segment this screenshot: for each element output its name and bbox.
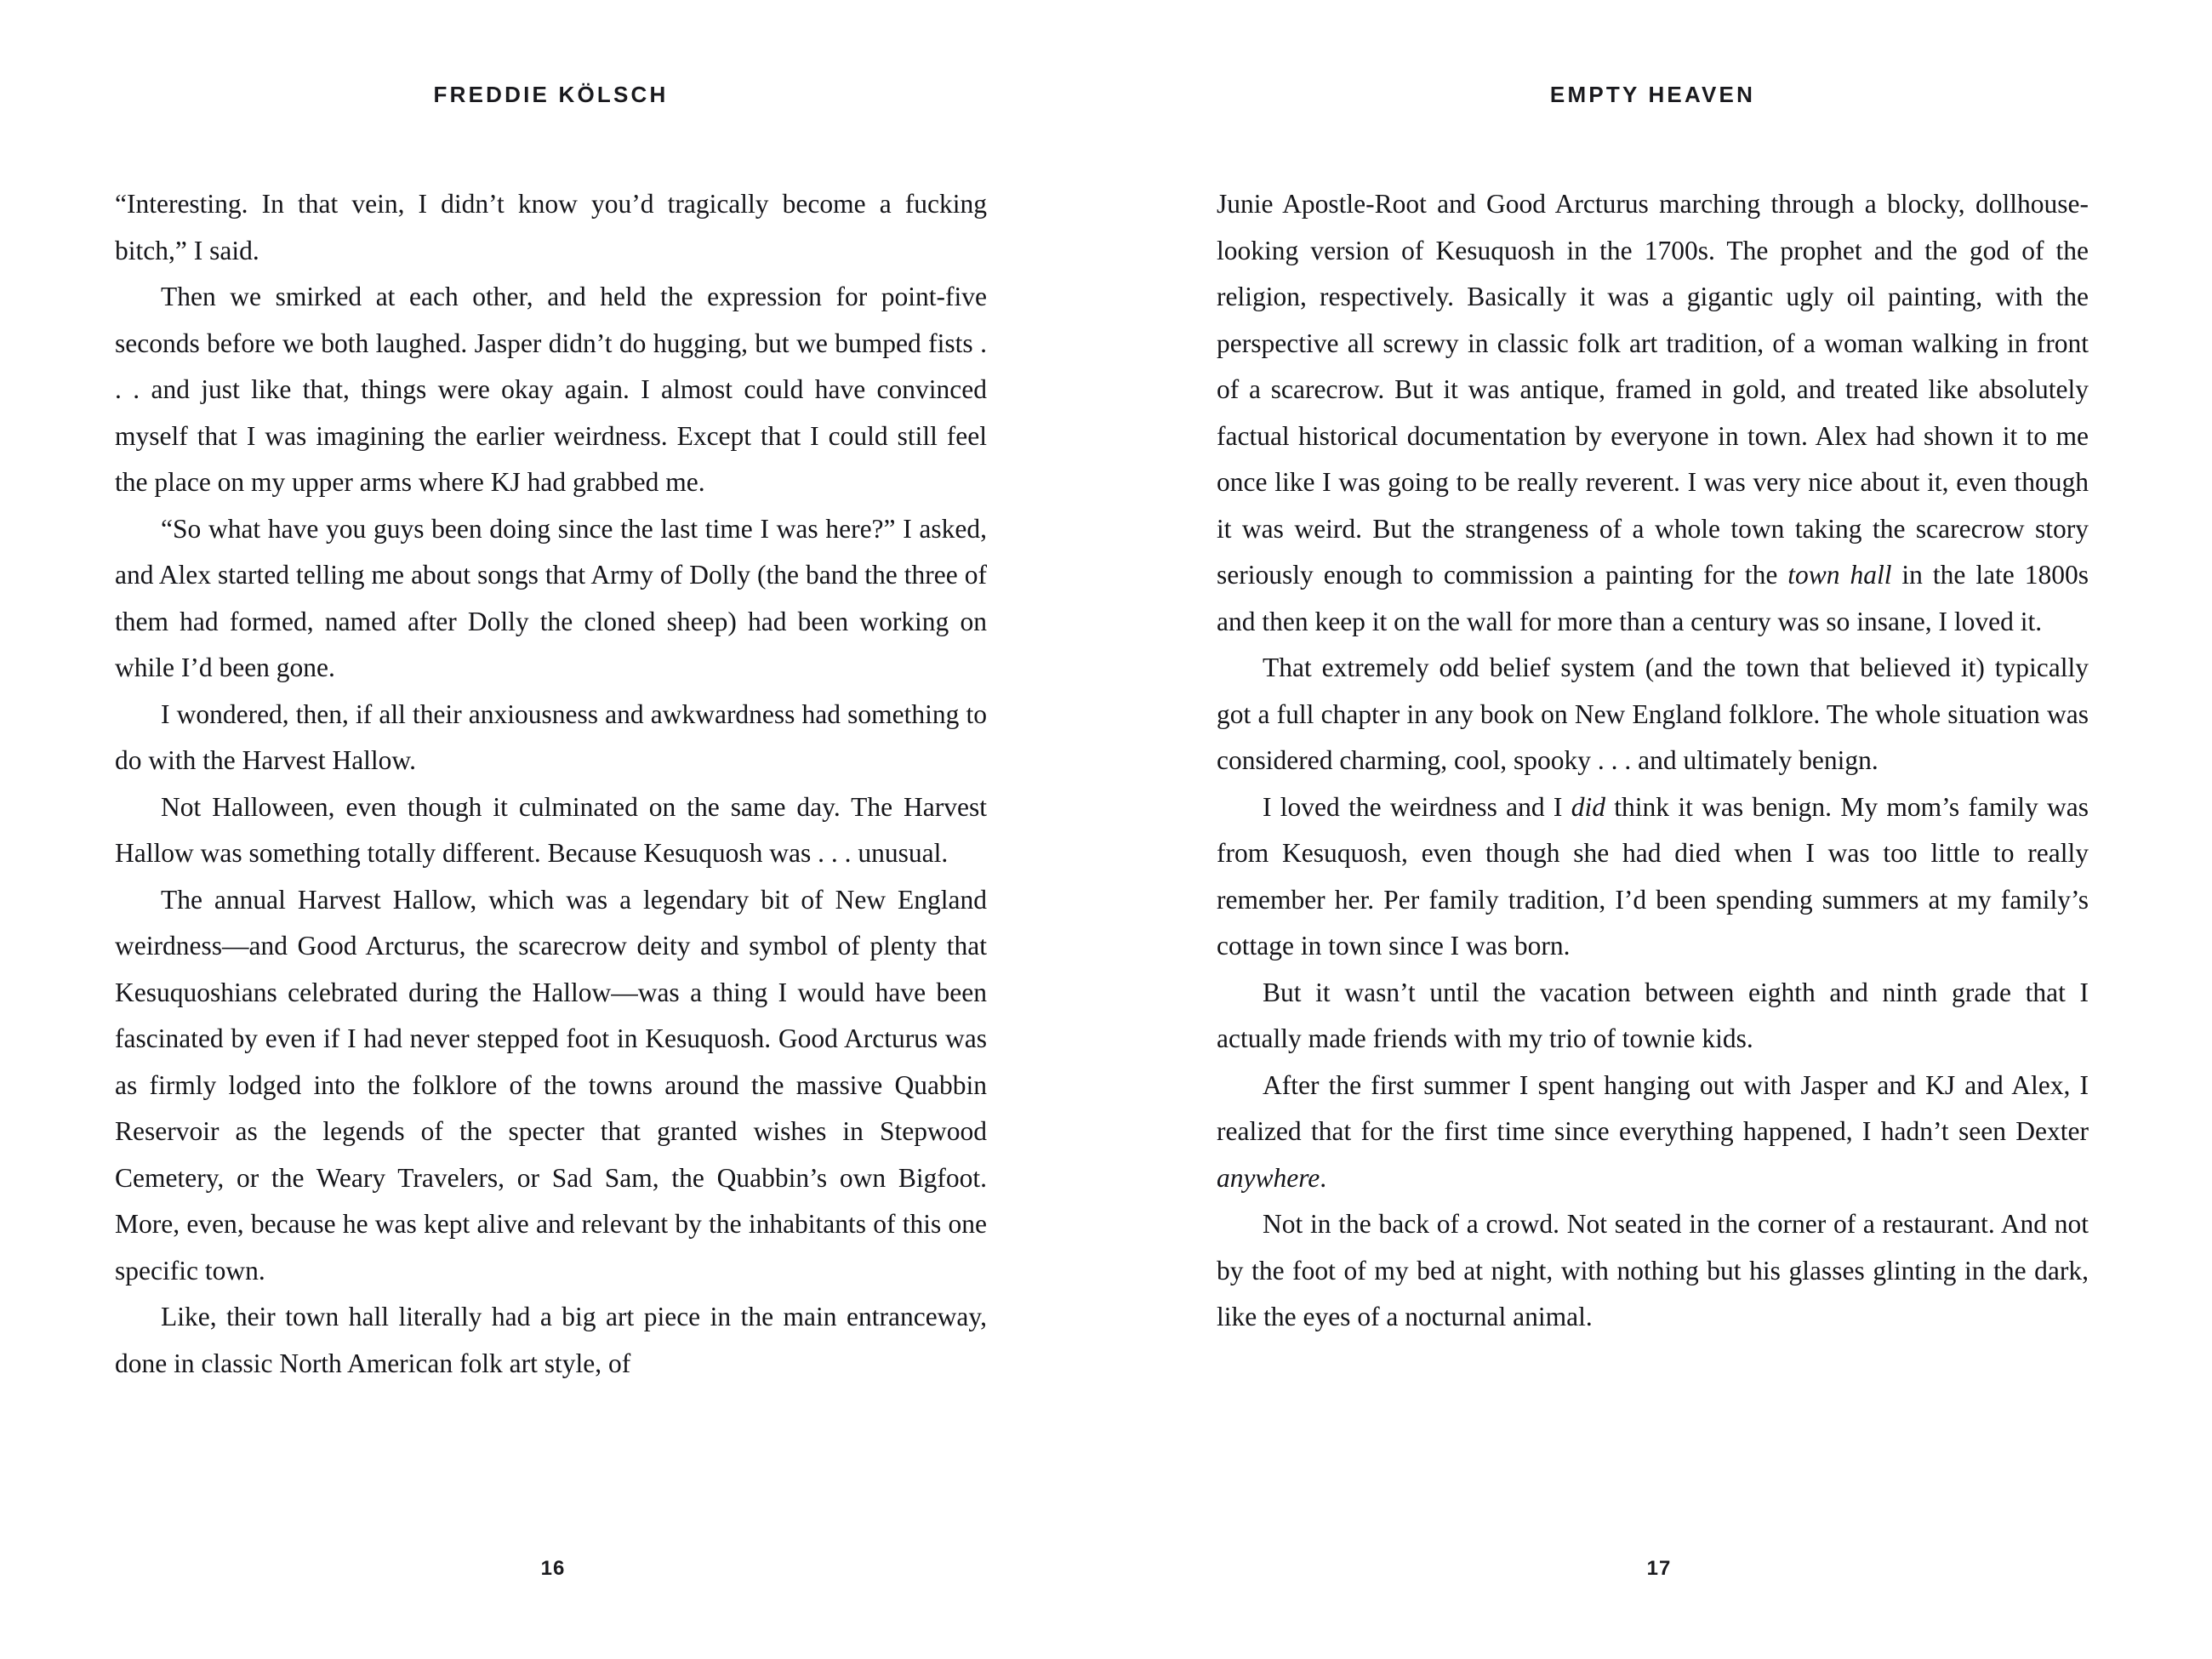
paragraph: But it wasn’t until the vacation between eighth and ninth grade that I actually made friends with my trio of townie kids. [1217,977,2089,1053]
paragraph: Not in the back of a crowd. Not seated in the corner of a restaurant. And not by the foot of my bed at night, with nothing but his glasses glinting in the dark, like the eyes of a nocturnal animal. [1217,1209,2089,1331]
emphasis-text: anywhere [1217,1162,1320,1193]
paragraph: Not Halloween, even though it culminated on the same day. The Harvest Hallow was something totally different. Because Kesuquosh was . . . unusual. [115,791,987,868]
running-head-author: FREDDIE KÖLSCH [433,82,669,107]
emphasis-text: town hall [1787,560,1892,590]
paragraph: Junie Apostle-Root and Good Arcturus marching through a blocky, dollhouse-looking version of Kesuquosh in the 1700s. The prophet and the god of the religion, respectively. Basically it was a gigantic ugly oil painting, with the perspective all screwy in classic folk art tradition, of a woman walking in front of a scarecrow. But it was antique, framed in gold, and treated like absolutely factual historical documentation by everyone in town. Alex had shown it to me once like I was going to be really reverent. I was very nice about it, even though it was weird. But the strangeness of a whole town taking the scarecrow story seriously enough to commission a painting for the town hall in the late 1800s and then keep it on the wall for more than a century was so insane, I loved it. [1217,189,2089,636]
emphasis-text: did [1571,791,1605,822]
page-number-right: 17 [1646,1557,1672,1580]
paragraph: I wondered, then, if all their anxiousness and awkwardness had something to do with the Harvest Hallow. [115,698,987,775]
paragraph: The annual Harvest Hallow, which was a legendary bit of New England weirdness—and Good Arcturus, the scarecrow deity and symbol of plenty that Kesuquoshians celebrated during the Hallow—was a thing I would have been fascinated by even if I had never stepped foot in Kesuquosh. Good Arcturus was as firmly lodged into the folklore of the towns around the massive Quabbin Reservoir as the legends of the specter that granted wishes in Stepwood Cemetery, or the Weary Travelers, or Sad Sam, the Quabbin’s own Bigfoot. More, even, because he was kept alive and relevant by the inhabitants of this one specific town. [115,884,987,1286]
running-head-title: EMPTY HEAVEN [1549,82,1756,107]
paragraph: “Interesting. In that vein, I didn’t know you’d tragically become a fucking bitch,” I said. [115,189,987,265]
page-right [1106,0,2212,1659]
paragraph: Like, their town hall literally had a big art piece in the main entranceway, done in classic North American folk art style, of [115,1302,987,1378]
page-number-left: 16 [540,1557,566,1580]
paragraph: After the first summer I spent hanging out with Jasper and KJ and Alex, I realized that for the first time since everything happened, I hadn’t seen Dexter anywhere. [1217,1069,2089,1193]
paragraph: I loved the weirdness and I did think it was benign. My mom’s family was from Kesuquosh, even though she had died when I was too little to really remember her. Per family tradition, I’d been spending summers at my family’s cottage in town since I was born. [1217,791,2089,961]
paragraph: Then we smirked at each other, and held the expression for point-five seconds before we both laughed. Jasper didn’t do hugging, but we bumped fists . . . and just like that, things were okay again. I almost could have convinced myself that I was imagining the earlier weirdness. Except that I could still feel the place on my upper arms where KJ had grabbed me. [115,282,987,497]
body-text-left [115,181,987,1387]
paragraph: “So what have you guys been doing since the last time I was here?” I asked, and Alex started telling me about songs that Army of Dolly (the band the three of them had formed, named after Dolly the cloned sheep) had been working on while I’d been gone. [115,513,987,682]
body-text-right [1217,181,2089,1341]
paragraph: That extremely odd belief system (and the town that believed it) typically got a full chapter in any book on New England folklore. The whole situation was considered charming, cool, spooky . . . and ultimately benign. [1217,653,2089,775]
